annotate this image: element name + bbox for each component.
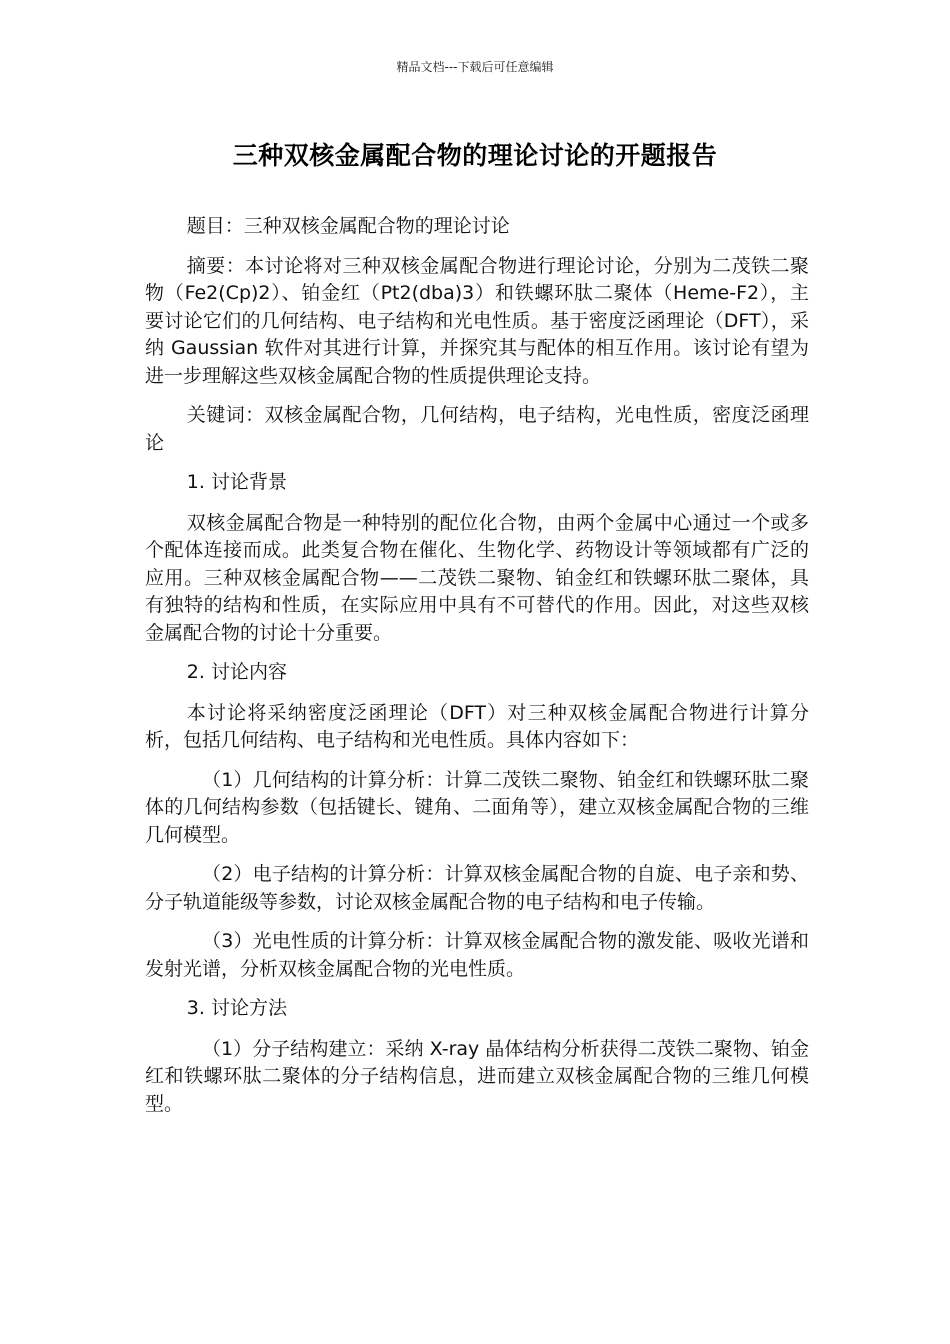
abstract-paragraph: 摘要：本讨论将对三种双核金属配合物进行理论讨论，分别为二茂铁二聚物（Fe2(Cp)2）、铂金红（Pt2(dba)3）和铁螺环肽二聚体（Heme-F2），主要讨论它们的几何结构、电子结构和光电性质。基于密度泛函理论（DFT），采纳 Gaussian 软件对其进行计算，并探究其与配体的相互作用。该讨论有望为进一步理解这些双核金属配合物的性质提供理论支持。	[145, 254, 809, 387]
keywords-paragraph: 关键词：双核金属配合物，几何结构，电子结构，光电性质，密度泛函理论	[145, 404, 809, 454]
topic-line: 题目：三种双核金属配合物的理论讨论	[186, 215, 510, 237]
content-item-optoelectronic: （3）光电性质的计算分析：计算双核金属配合物的激发能、吸收光谱和发射光谱，分析双核金属配合物的光电性质。	[145, 930, 809, 980]
section-heading-background: 1. 讨论背景	[186, 471, 287, 493]
section-heading-content: 2. 讨论内容	[186, 661, 287, 683]
content-intro-paragraph: 本讨论将采纳密度泛函理论（DFT）对三种双核金属配合物进行计算分析，包括几何结构、电子结构和光电性质。具体内容如下：	[145, 701, 809, 751]
methods-item-structure: （1）分子结构建立：采纳 X-ray 晶体结构分析获得二茂铁二聚物、铂金红和铁螺环肽二聚体的分子结构信息，进而建立双核金属配合物的三维几何模型。	[145, 1037, 809, 1115]
content-item-electronic: （2）电子结构的计算分析：计算双核金属配合物的自旋、电子亲和势、分子轨道能级等参数，讨论双核金属配合物的电子结构和电子传输。	[145, 863, 809, 913]
content-item-geometry: （1）几何结构的计算分析：计算二茂铁二聚物、铂金红和铁螺环肽二聚体的几何结构参数（包括键长、键角、二面角等），建立双核金属配合物的三维几何模型。	[145, 768, 809, 846]
background-paragraph: 双核金属配合物是一种特别的配位化合物，由两个金属中心通过一个或多个配体连接而成。此类复合物在催化、生物化学、药物设计等领域都有广泛的应用。三种双核金属配合物——二茂铁二聚物、铂金红和铁螺环肽二聚体，具有独特的结构和性质，在实际应用中具有不可替代的作用。因此，对这些双核金属配合物的讨论十分重要。	[145, 511, 809, 644]
document-title: 三种双核金属配合物的理论讨论的开题报告	[232, 141, 718, 170]
document-body	[145, 213, 809, 1130]
page-header: 精品文档---下载后可任意编辑	[396, 60, 554, 74]
section-heading-methods: 3. 讨论方法	[186, 997, 287, 1019]
